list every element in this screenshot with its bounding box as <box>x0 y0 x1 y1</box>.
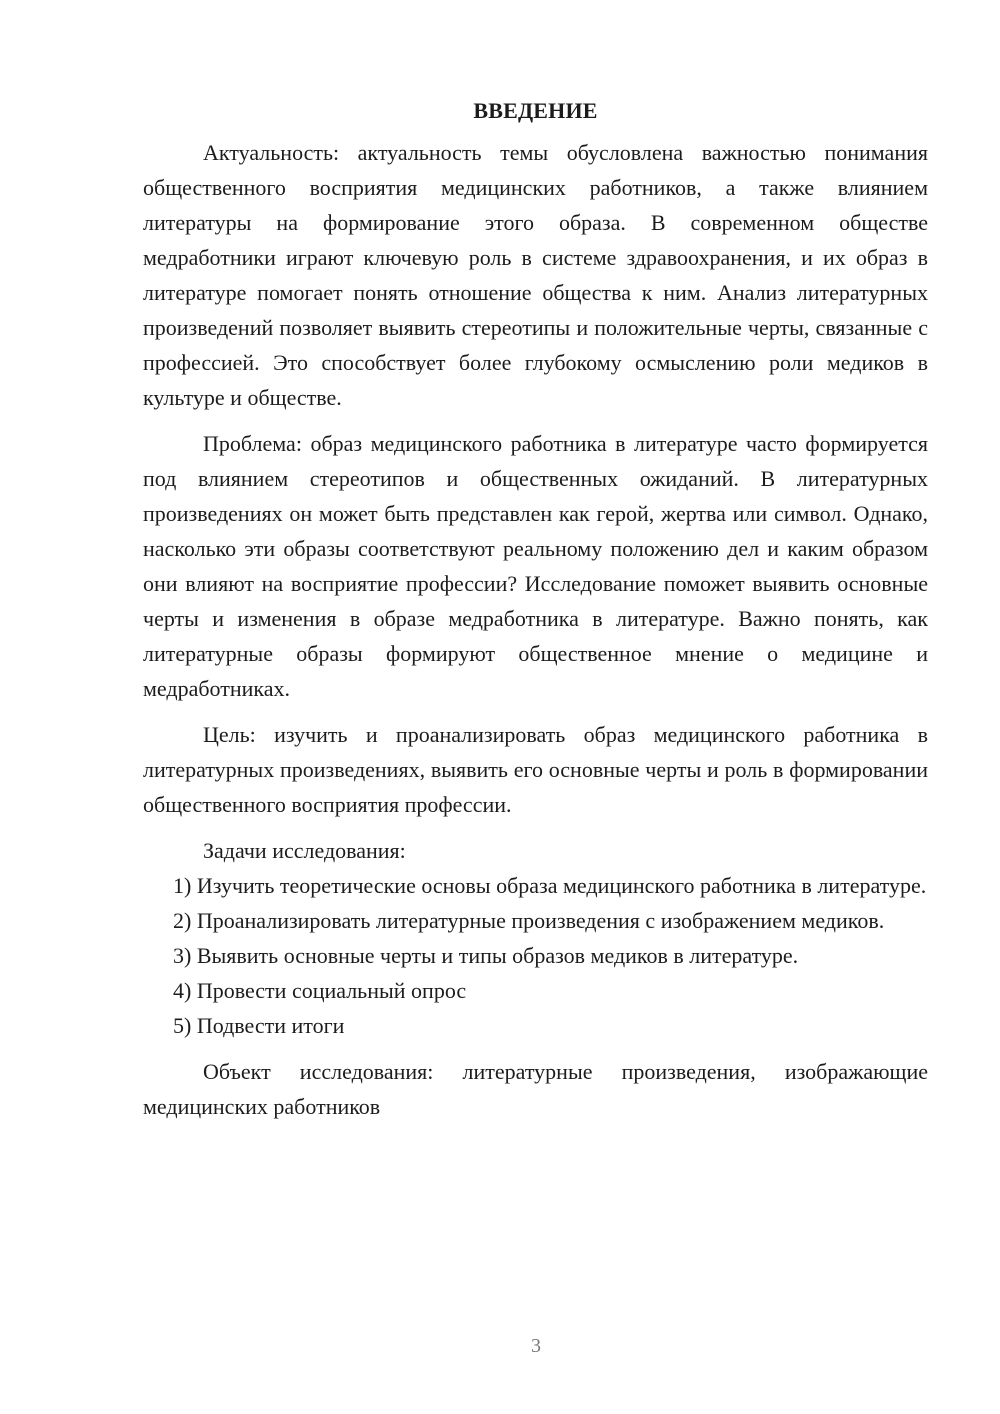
section-title: ВВЕДЕНИЕ <box>473 98 598 123</box>
task-item-5: 5) Подвести итоги <box>173 1013 345 1038</box>
document-page <box>143 95 928 1124</box>
paragraph-object: Объект исследования: литературные произведения, изображающие медицинских работников <box>143 1059 928 1119</box>
tasks-list <box>143 868 928 1043</box>
paragraph-relevance: Актуальность: актуальность темы обусловлена важностью понимания общественного восприятия медицинских работников, а также влиянием литературы на формирование этого образа. В современном обществе медработники играют ключевую роль в системе здравоохранения, и их образ в литературе помогает понять отношение общества к ним. Анализ литературных произведений позволяет выявить стереотипы и положительные черты, связанные с профессией. Это способствует более глубокому осмыслению роли медиков в культуре и обществе. <box>143 140 928 410</box>
tasks-heading: Задачи исследования: <box>203 838 406 863</box>
task-item-2: 2) Проанализировать литературные произведения с изображением медиков. <box>173 908 885 933</box>
page-number: 3 <box>531 1335 541 1357</box>
task-item-3: 3) Выявить основные черты и типы образов медиков в литературе. <box>173 943 799 968</box>
task-item-1: 1) Изучить теоретические основы образа медицинского работника в литературе. <box>173 873 927 898</box>
paragraph-goal: Цель: изучить и проанализировать образ медицинского работника в литературных произведениях, выявить его основные черты и роль в формировании общественного восприятия профессии. <box>143 722 928 817</box>
paragraph-problem: Проблема: образ медицинского работника в литературе часто формируется под влиянием стереотипов и общественных ожиданий. В литературных произведениях он может быть представлен как герой, жертва или символ. Однако, насколько эти образы соответствуют реальному положению дел и каким образом они влияют на восприятие профессии? Исследование поможет выявить основные черты и изменения в образе медработника в литературе. Важно понять, как литературные образы формируют общественное мнение о медицине и медработниках. <box>143 431 928 701</box>
task-item-4: 4) Провести социальный опрос <box>173 978 467 1003</box>
